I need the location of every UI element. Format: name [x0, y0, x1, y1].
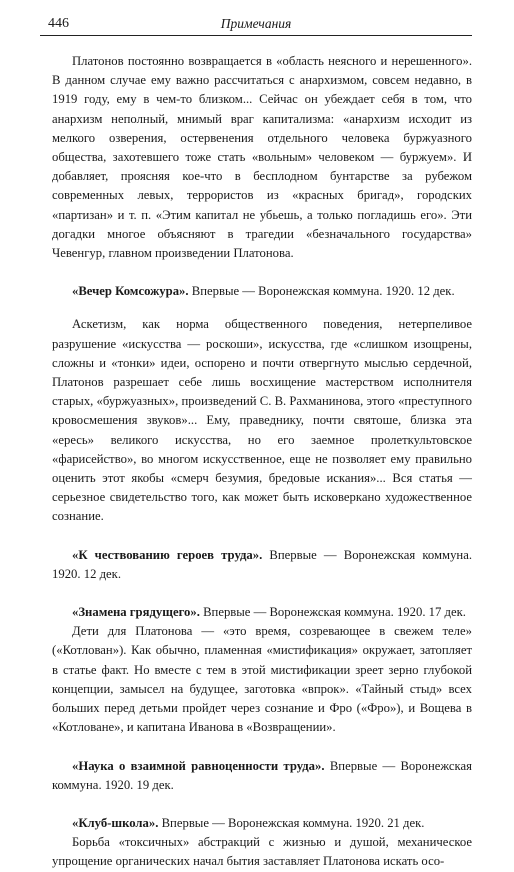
- entry-title: «Клуб-школа».: [72, 815, 159, 830]
- page-body: [52, 52, 472, 872]
- paragraph-toxic-abstractions: Борьба «токсичных» абстракций с жизнью и душой, механическое упрощение органических начал бытия заставляет Платонова искать осо-: [52, 835, 472, 869]
- header-rule: [40, 35, 472, 36]
- page-header: [40, 11, 472, 33]
- entry-klub-shkola: [52, 814, 472, 833]
- entry-title: «Наука о взаимной равноценности труда».: [72, 758, 325, 773]
- entry-vecher-komsozhura: [52, 282, 472, 301]
- paragraph-asceticism: Аскетизм, как норма общественного поведения, нетерпеливое разрушение «искусства — роскоши», искусства, где «слишком изощрены, сложны и «тонки» идеи, оспорено и почти отвергнуто мыслью сердечной, Платонов разрешает себе лишь восхищение мастерством исполнителя старых, «буржуазных», произведений С. В. Рахманинова, этого «преступного кровосмешения звуков»... Ему, праведнику, почти святоше, близка эта «ересь» великого искусства, но его заемное пролеткультовское «фарисейство», во многом искусственное, еще не позволяет ему правильно оценить этот якобы «смерч безумия, бредовые искания»... Вся статья — серьезное свидетельство того, как может быть исковеркано художественное сознание.: [52, 317, 472, 524]
- page-number: 446: [48, 16, 69, 31]
- entry-source: Впервые — Воронежская коммуна. 1920. 12 дек.: [188, 284, 455, 299]
- entry-source: Впервые — Воронежская коммуна. 1920. 21 дек.: [158, 815, 425, 830]
- entry-title: «Знамена грядущего».: [72, 605, 200, 620]
- entry-znamena-gryadushchego: [52, 603, 472, 622]
- entry-source: Впервые — Воронежская коммуна. 1920. 19 дек.: [52, 758, 472, 792]
- paragraph-children: Дети для Платонова — «это время, созревающее в свежем теле» («Котлован»). Как обычно, пламенная «мистификация» окружает, затопляет в статье факт. Но вместе с тем в этой мистификации зреет зерно глубокой концепции, замысел на будущее, заготовка «впрок». «Тайный стыд» всех больших перед детьми пройдет через сознание и Фро («Фро»), и Вощева в «Котловане», и капитана Иванова в «Возвращении».: [52, 624, 472, 735]
- entry-source: Впервые — Воронежская коммуна. 1920. 12 дек.: [52, 547, 472, 581]
- entry-source: Впервые — Воронежская коммуна. 1920. 17 дек.: [199, 605, 466, 620]
- entry-title: «К чествованию героев труда».: [72, 547, 263, 562]
- entry-k-chestvovaniyu: [52, 546, 472, 584]
- paragraph-anarchism: Платонов постоянно возвращается в «область неясного и нерешенного». В данном случае ему важно рассчитаться с анархизмом, совсем недавно, в 1919 году, ему в чем-то близком... Сейчас он убеждает себя в том, что анархизм неполный, мнимый враг капитализма: «анархизм исходит из мелкого озверения, остервенения отдельного человека буржуазного общества, захотевшего тоже стать «вольным» человеком — буржуем». И добавляет, проясняя кое-что в бесплодном бунтарстве за рубежом современных левых, террористов из «красных бригад», городских «партизан» и т. п. «Этим капитал не убьешь, а только погладишь его». Эти догадки многое объясняют в трагедии «безначального государства» Чевенгур, главном произведении Платонова.: [52, 54, 472, 261]
- entry-nauka-o-ravnotsennosti: [52, 757, 472, 795]
- running-title: Примечания: [220, 16, 292, 31]
- entry-title: «Вечер Комсожура».: [72, 284, 189, 299]
